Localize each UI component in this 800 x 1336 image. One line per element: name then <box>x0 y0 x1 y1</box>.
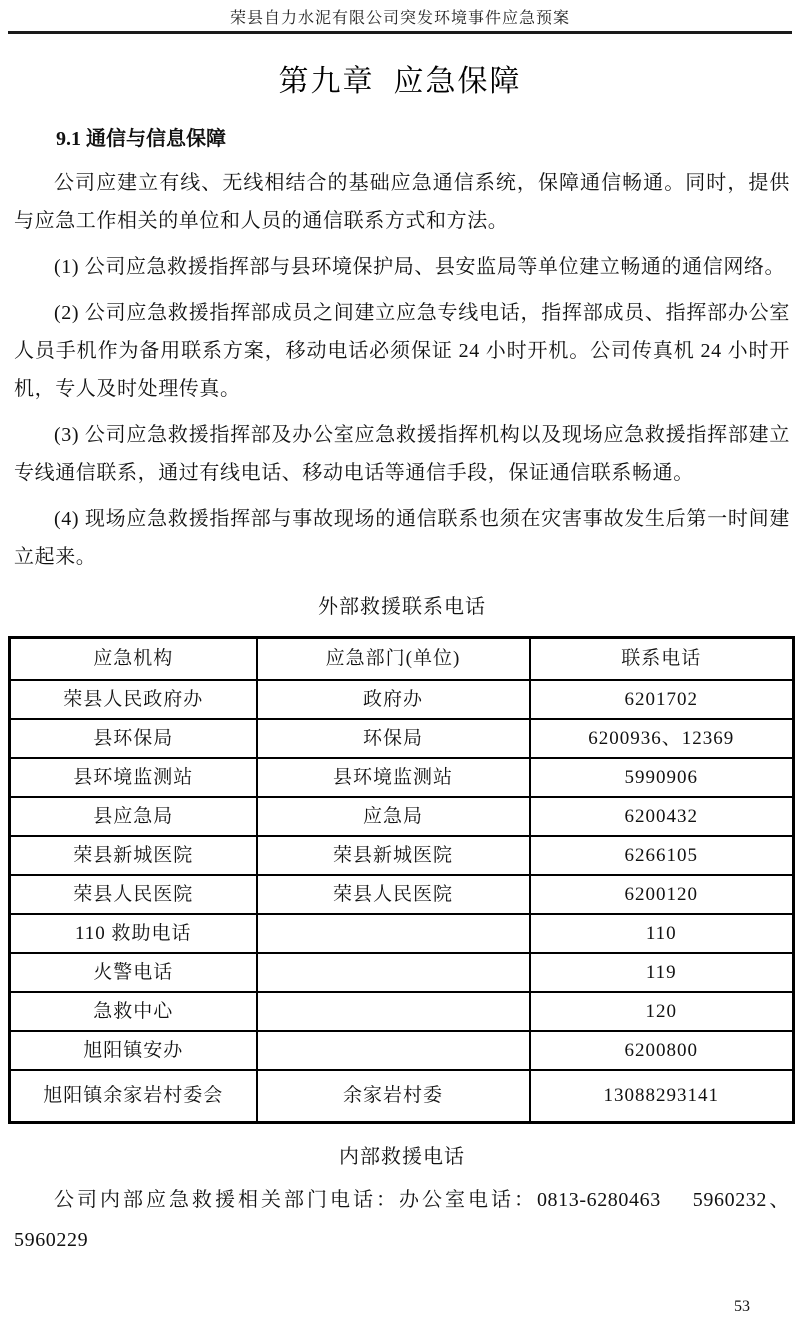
chapter-title: 第九章 应急保障 <box>278 65 522 98</box>
cell-department <box>257 914 530 953</box>
table-row <box>10 797 794 836</box>
cell-department <box>257 953 530 992</box>
cell-department <box>257 992 530 1031</box>
table-row <box>10 1031 794 1070</box>
cell-department: 政府办 <box>257 680 530 719</box>
cell-department <box>257 1031 530 1070</box>
cell-phone: 6200936、12369 <box>530 719 794 758</box>
internal-phone-paragraph: 公司内部应急救援相关部门电话：办公室电话：0813-6280463 5960232、5960229 <box>14 1189 790 1251</box>
cell-agency: 急救中心 <box>10 992 257 1031</box>
paragraph-item-2: (2) 公司应急救援指挥部成员之间建立应急专线电话，指挥部成员、指挥部办公室人员手机作为备用联系方案，移动电话必须保证 24 小时开机。公司传真机 24 小时开机，专人及时处理传真。 <box>14 302 790 400</box>
cell-department: 应急局 <box>257 797 530 836</box>
paragraph-intro: 公司应建立有线、无线相结合的基础应急通信系统，保障通信畅通。同时，提供与应急工作相关的单位和人员的通信联系方式和方法。 <box>14 172 790 232</box>
table-row <box>10 836 794 875</box>
table-row <box>10 680 794 719</box>
page-number: 53 <box>734 1298 750 1315</box>
table-row <box>10 758 794 797</box>
cell-department: 环保局 <box>257 719 530 758</box>
cell-phone: 6200432 <box>530 797 794 836</box>
table-row <box>10 1070 794 1123</box>
column-header-phone: 联系电话 <box>530 638 794 681</box>
cell-department: 荣县人民医院 <box>257 875 530 914</box>
cell-agency: 县环保局 <box>10 719 257 758</box>
cell-phone: 5990906 <box>530 758 794 797</box>
paragraph-item-3: (3) 公司应急救援指挥部及办公室应急救援指挥机构以及现场应急救援指挥部建立专线通信联系，通过有线电话、移动电话等通信手段，保证通信联系畅通。 <box>14 424 790 484</box>
cell-agency: 荣县新城医院 <box>10 836 257 875</box>
external-rescue-phone-table <box>8 636 795 1124</box>
cell-department: 荣县新城医院 <box>257 836 530 875</box>
cell-department: 余家岩村委 <box>257 1070 530 1123</box>
cell-agency: 旭阳镇安办 <box>10 1031 257 1070</box>
column-header-agency: 应急机构 <box>10 638 257 681</box>
table-header-row <box>10 638 794 681</box>
external-table-title: 外部救援联系电话 <box>318 596 486 618</box>
cell-agency: 旭阳镇余家岩村委会 <box>10 1070 257 1123</box>
section-heading: 9.1 通信与信息保障 <box>56 128 226 150</box>
cell-phone: 6201702 <box>530 680 794 719</box>
cell-phone: 119 <box>530 953 794 992</box>
cell-agency: 荣县人民医院 <box>10 875 257 914</box>
table-row <box>10 719 794 758</box>
cell-agency: 荣县人民政府办 <box>10 680 257 719</box>
paragraph-item-4: (4) 现场应急救援指挥部与事故现场的通信联系也须在灾害事故发生后第一时间建立起来。 <box>14 508 790 568</box>
cell-phone: 120 <box>530 992 794 1031</box>
document-header-title: 荣县自力水泥有限公司突发环境事件应急预案 <box>229 10 570 27</box>
table-row <box>10 875 794 914</box>
cell-agency: 县环境监测站 <box>10 758 257 797</box>
internal-rescue-title: 内部救援电话 <box>339 1146 465 1168</box>
cell-agency: 县应急局 <box>10 797 257 836</box>
cell-phone: 6266105 <box>530 836 794 875</box>
cell-phone: 6200800 <box>530 1031 794 1070</box>
table-row <box>10 914 794 953</box>
column-header-department: 应急部门(单位) <box>257 638 530 681</box>
cell-agency: 火警电话 <box>10 953 257 992</box>
table-row <box>10 953 794 992</box>
cell-phone: 110 <box>530 914 794 953</box>
document-header <box>8 0 792 34</box>
document-body <box>14 120 790 1260</box>
paragraph-item-1: (1) 公司应急救援指挥部与县环境保护局、县安监局等单位建立畅通的通信网络。 <box>54 256 786 278</box>
table-row <box>10 992 794 1031</box>
cell-department: 县环境监测站 <box>257 758 530 797</box>
cell-phone: 6200120 <box>530 875 794 914</box>
cell-agency: 110 救助电话 <box>10 914 257 953</box>
cell-phone: 13088293141 <box>530 1070 794 1123</box>
